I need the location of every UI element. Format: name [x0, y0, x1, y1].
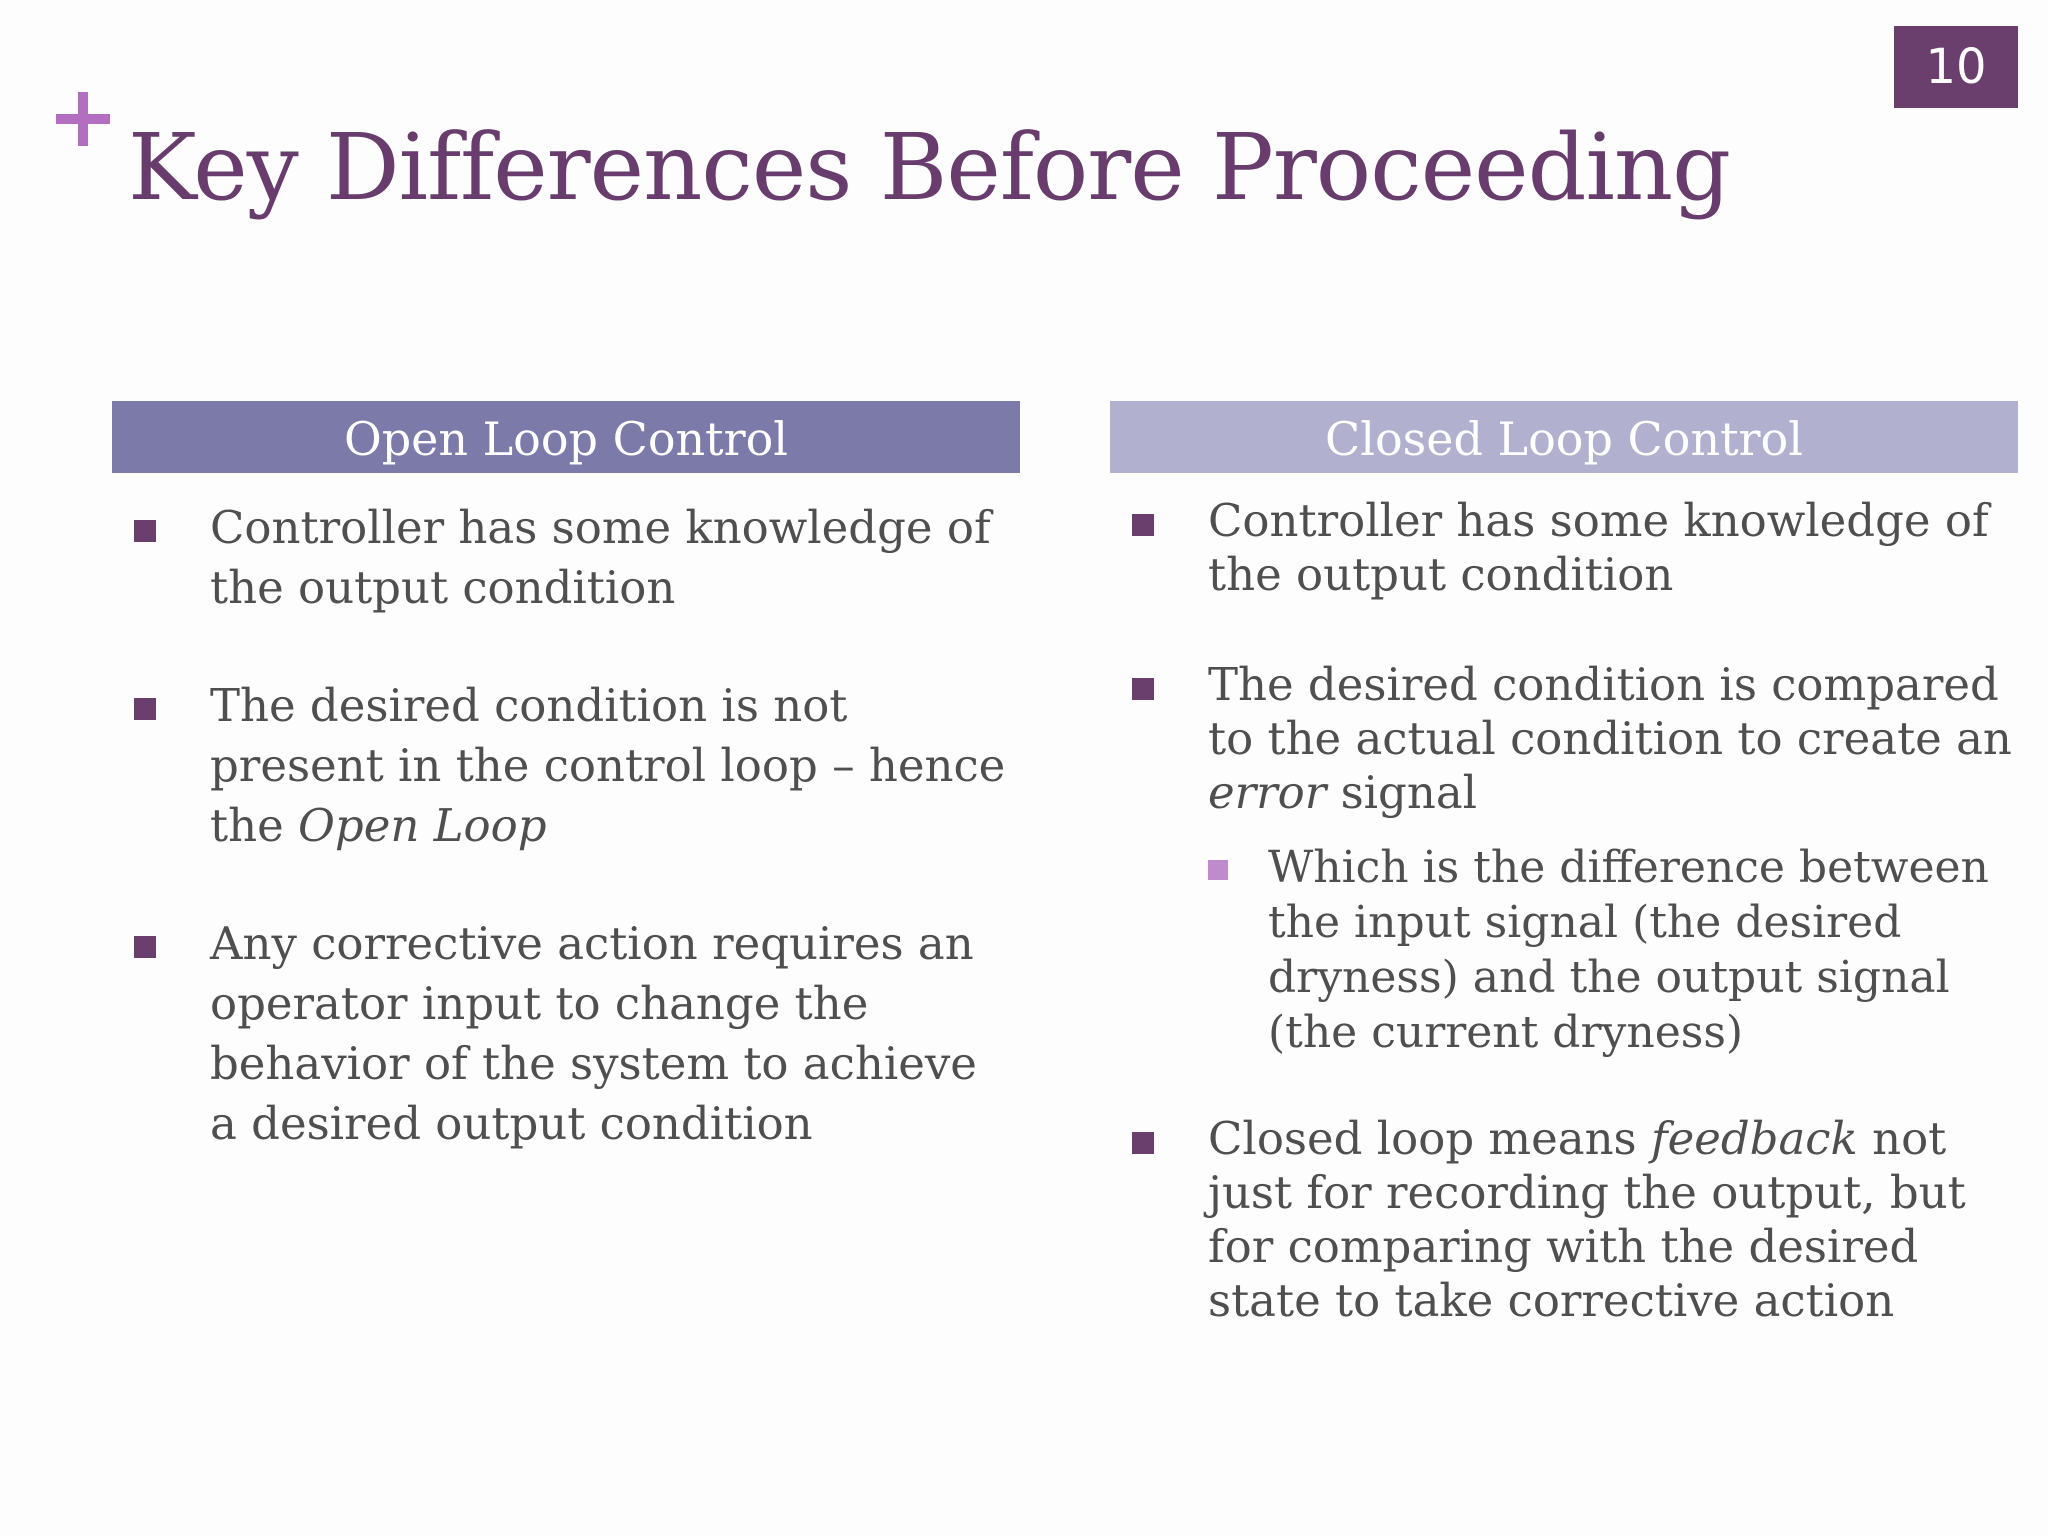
- square-bullet-icon: [1132, 514, 1154, 536]
- open-loop-bullet-list: [134, 498, 1014, 1212]
- open-loop-header: Open Loop Control: [112, 401, 1020, 473]
- bullet-text: Controller has some knowledge of the output condition: [210, 501, 991, 614]
- bullet-text-tail: signal: [1326, 766, 1478, 819]
- list-item: [134, 676, 1014, 856]
- square-bullet-icon: [134, 698, 156, 720]
- sub-list-item: [1208, 840, 2012, 1060]
- square-bullet-icon: [1132, 1132, 1154, 1154]
- square-bullet-icon: [1132, 678, 1154, 700]
- list-item: [134, 914, 1014, 1154]
- bullet-text-tail: not just for recording the output, but for comparing with the desired state to take corrective action: [1208, 1112, 1966, 1327]
- slide-number-badge: 10: [1894, 26, 2018, 108]
- bullet-text: Closed loop means: [1208, 1112, 1651, 1165]
- bullet-text: The desired condition is not present in the control loop – hence the: [210, 679, 1006, 852]
- list-item: [1132, 658, 2012, 1060]
- closed-loop-header: Closed Loop Control: [1110, 401, 2018, 473]
- plus-icon: [52, 88, 114, 150]
- square-bullet-icon: [134, 936, 156, 958]
- list-item: [1132, 1112, 2012, 1328]
- bullet-text: The desired condition is compared to the actual condition to create an: [1208, 658, 2012, 765]
- bullet-emphasis: feedback: [1650, 1112, 1858, 1165]
- list-item: [134, 498, 1014, 618]
- bullet-emphasis: Open Loop: [298, 799, 547, 852]
- sub-bullet-text: Which is the difference between the input signal (the desired dryness) and the output signal (the current dryness): [1268, 842, 1989, 1058]
- square-bullet-icon: [134, 520, 156, 542]
- slide-title: Key Differences Before Proceeding: [128, 114, 1731, 221]
- square-sub-bullet-icon: [1208, 860, 1228, 880]
- bullet-emphasis: error: [1208, 766, 1327, 819]
- list-item: [1132, 494, 2012, 602]
- bullet-text: Any corrective action requires an operator input to change the behavior of the system to achieve a desired output condition: [210, 917, 977, 1150]
- sub-bullet-list: [1208, 840, 2012, 1060]
- bullet-text: Controller has some knowledge of the output condition: [1208, 494, 1989, 601]
- closed-loop-bullet-list: [1132, 494, 2012, 1328]
